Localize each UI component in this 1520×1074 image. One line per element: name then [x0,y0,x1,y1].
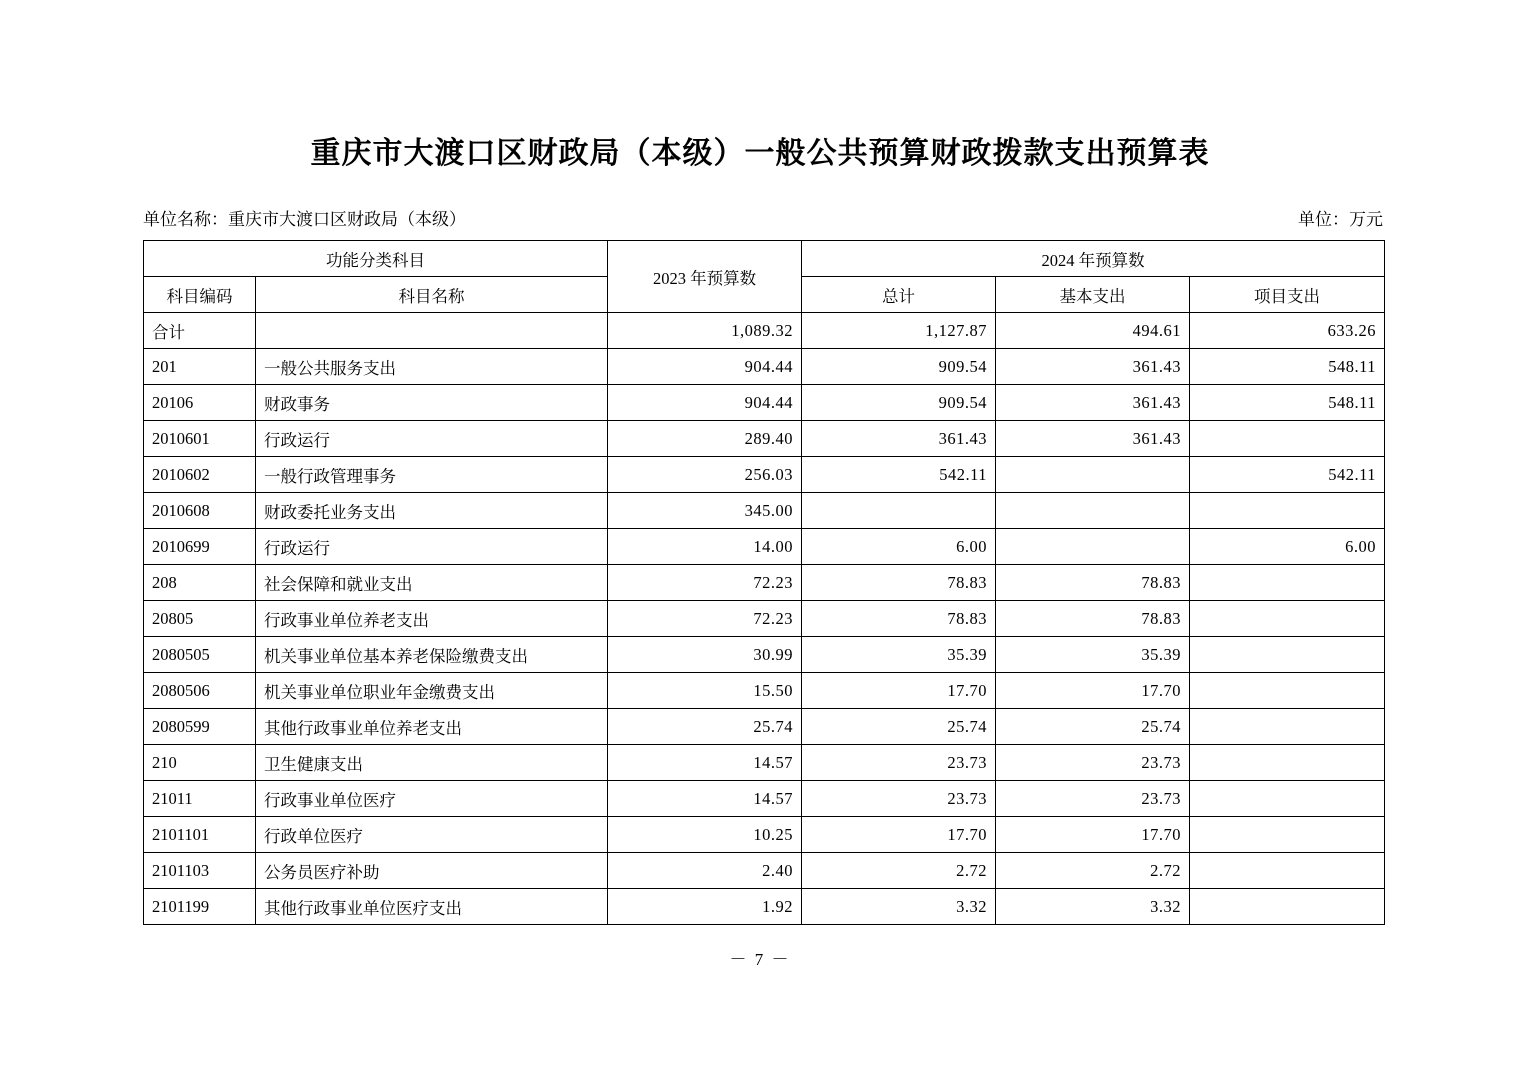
cell-subject-name: 行政运行 [256,529,608,565]
cell-subject-code: 20805 [144,601,256,637]
cell-subject-name: 一般公共服务支出 [256,349,608,385]
cell-total: 78.83 [802,565,996,601]
table-row [144,565,1385,601]
cell-y2023: 904.44 [608,349,802,385]
cell-project [1190,673,1385,709]
header-year-2024: 2024 年预算数 [802,241,1385,277]
cell-y2023: 15.50 [608,673,802,709]
cell-subject-name: 其他行政事业单位医疗支出 [256,889,608,925]
cell-basic: 361.43 [996,385,1190,421]
cell-subject-name: 财政事务 [256,385,608,421]
cell-project [1190,565,1385,601]
table-header [144,241,1385,313]
cell-subject-code: 2010601 [144,421,256,457]
header-functional-classification: 功能分类科目 [144,241,608,277]
cell-y2023: 1,089.32 [608,313,802,349]
cell-project [1190,781,1385,817]
cell-y2023: 289.40 [608,421,802,457]
budget-table [143,240,1385,925]
cell-total: 78.83 [802,601,996,637]
cell-project [1190,817,1385,853]
cell-subject-code: 2080506 [144,673,256,709]
unit-measure-label: 单位：万元 [1298,210,1383,229]
cell-basic [996,493,1190,529]
cell-project: 548.11 [1190,349,1385,385]
cell-project [1190,637,1385,673]
table-row [144,457,1385,493]
cell-subject-code: 2101103 [144,853,256,889]
cell-basic: 23.73 [996,745,1190,781]
table-row [144,313,1385,349]
table-row [144,817,1385,853]
cell-subject-code: 2010699 [144,529,256,565]
cell-total: 361.43 [802,421,996,457]
cell-total: 909.54 [802,385,996,421]
cell-project [1190,421,1385,457]
cell-subject-name: 机关事业单位职业年金缴费支出 [256,673,608,709]
cell-basic: 361.43 [996,421,1190,457]
table-row [144,493,1385,529]
cell-basic [996,529,1190,565]
cell-subject-name: 社会保障和就业支出 [256,565,608,601]
cell-project [1190,709,1385,745]
table-row [144,853,1385,889]
table-row [144,745,1385,781]
cell-y2023: 14.57 [608,745,802,781]
table-body [144,313,1385,925]
header-year-2023: 2023 年预算数 [608,241,802,313]
cell-subject-name: 行政事业单位医疗 [256,781,608,817]
table-row [144,637,1385,673]
cell-y2023: 345.00 [608,493,802,529]
table-header-row-1 [144,241,1385,277]
table-row [144,673,1385,709]
cell-total: 909.54 [802,349,996,385]
cell-subject-code: 20106 [144,385,256,421]
cell-subject-name [256,313,608,349]
cell-y2023: 14.00 [608,529,802,565]
cell-basic: 25.74 [996,709,1190,745]
cell-subject-name: 行政单位医疗 [256,817,608,853]
unit-name-label: 单位名称：重庆市大渡口区财政局（本级） [143,210,466,229]
cell-basic: 78.83 [996,565,1190,601]
cell-y2023: 14.57 [608,781,802,817]
cell-y2023: 10.25 [608,817,802,853]
table-meta-row [143,205,1383,229]
cell-y2023: 25.74 [608,709,802,745]
header-subject-name: 科目名称 [256,277,608,313]
table-row [144,709,1385,745]
cell-total: 6.00 [802,529,996,565]
cell-project: 542.11 [1190,457,1385,493]
cell-y2023: 30.99 [608,637,802,673]
cell-y2023: 72.23 [608,565,802,601]
cell-y2023: 1.92 [608,889,802,925]
cell-subject-name: 机关事业单位基本养老保险缴费支出 [256,637,608,673]
cell-basic: 17.70 [996,817,1190,853]
cell-subject-name: 其他行政事业单位养老支出 [256,709,608,745]
header-total: 总计 [802,277,996,313]
cell-subject-code: 21011 [144,781,256,817]
table-row [144,889,1385,925]
header-basic-expenditure: 基本支出 [996,277,1190,313]
cell-basic [996,457,1190,493]
cell-subject-code: 2080599 [144,709,256,745]
cell-project [1190,853,1385,889]
cell-subject-code: 2101199 [144,889,256,925]
cell-project [1190,601,1385,637]
cell-project [1190,493,1385,529]
cell-project: 6.00 [1190,529,1385,565]
table-row [144,529,1385,565]
cell-basic: 35.39 [996,637,1190,673]
cell-subject-code: 208 [144,565,256,601]
page-title: 重庆市大渡口区财政局（本级）一般公共预算财政拨款支出预算表 [310,137,1210,170]
table-row [144,421,1385,457]
page-number: － 7 － [729,950,791,969]
cell-project: 548.11 [1190,385,1385,421]
cell-basic: 17.70 [996,673,1190,709]
cell-total: 542.11 [802,457,996,493]
cell-total: 3.32 [802,889,996,925]
cell-basic: 23.73 [996,781,1190,817]
cell-total: 23.73 [802,781,996,817]
header-project-expenditure: 项目支出 [1190,277,1385,313]
cell-subject-code: 合计 [144,313,256,349]
cell-subject-name: 公务员医疗补助 [256,853,608,889]
cell-project [1190,889,1385,925]
cell-project: 633.26 [1190,313,1385,349]
cell-basic: 78.83 [996,601,1190,637]
table-row [144,385,1385,421]
cell-total: 25.74 [802,709,996,745]
cell-basic: 2.72 [996,853,1190,889]
cell-total [802,493,996,529]
cell-y2023: 904.44 [608,385,802,421]
table-row [144,601,1385,637]
cell-subject-name: 行政运行 [256,421,608,457]
cell-subject-name: 行政事业单位养老支出 [256,601,608,637]
cell-subject-code: 2010608 [144,493,256,529]
cell-total: 23.73 [802,745,996,781]
cell-subject-name: 财政委托业务支出 [256,493,608,529]
cell-total: 35.39 [802,637,996,673]
cell-subject-code: 2010602 [144,457,256,493]
cell-total: 17.70 [802,673,996,709]
table-row [144,781,1385,817]
header-subject-code: 科目编码 [144,277,256,313]
cell-subject-code: 201 [144,349,256,385]
cell-subject-name: 卫生健康支出 [256,745,608,781]
cell-total: 2.72 [802,853,996,889]
cell-subject-code: 2080505 [144,637,256,673]
cell-subject-code: 210 [144,745,256,781]
cell-y2023: 72.23 [608,601,802,637]
cell-subject-name: 一般行政管理事务 [256,457,608,493]
cell-y2023: 2.40 [608,853,802,889]
cell-basic: 494.61 [996,313,1190,349]
cell-y2023: 256.03 [608,457,802,493]
cell-subject-code: 2101101 [144,817,256,853]
cell-basic: 361.43 [996,349,1190,385]
table-row [144,349,1385,385]
cell-basic: 3.32 [996,889,1190,925]
cell-total: 1,127.87 [802,313,996,349]
cell-total: 17.70 [802,817,996,853]
cell-project [1190,745,1385,781]
